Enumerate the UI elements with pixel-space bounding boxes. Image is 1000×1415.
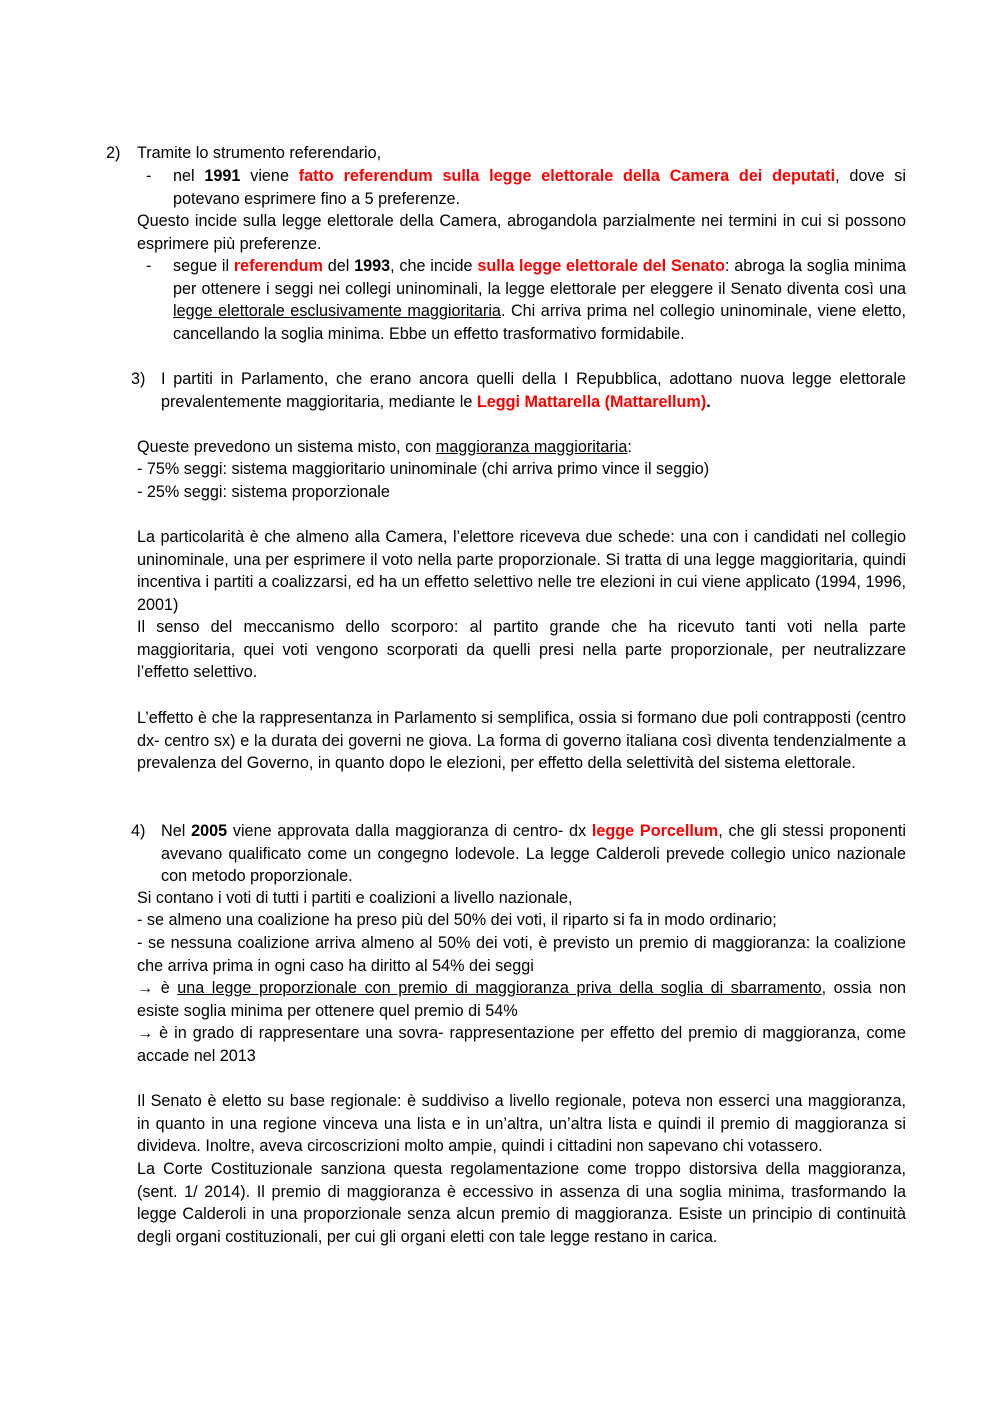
item3-paragraph: La particolarità è che almeno alla Camera, l’elettore riceveva due schede: una con i candidati nel collegio uninominale, una per esprimere il voto nella parte proporzionale. Si tratta di una legge maggioritaria, quindi incentiva i partiti a coalizzarsi, ed ha un effetto selettivo nelle tre elezioni in cui viene applicato (1994, 1996, 2001) <box>137 528 906 614</box>
item4-arrow-point: → è in grado di rappresentare una sovra- rappresentazione per effetto del premio di maggioranza, come accade nel 2013 <box>137 1024 906 1065</box>
item4-heading: Nel 2005 viene approvata dalla maggioranza di centro- dx legge Porcellum, che gli stessi proponenti avevano qualificato come un congegno lodevole. La legge Calderoli prevede collegio unico nazionale con metodo proporzionale. <box>161 822 906 885</box>
item3-heading: I partiti in Parlamento, che erano ancora quelli della I Repubblica, adottano nuova legge elettorale prevalentemente maggioritaria, mediante le Leggi Mattarella (Mattarellum). <box>161 370 906 411</box>
item4-line: Si contano i voti di tutti i partiti e coalizioni a livello nazionale, <box>137 889 573 907</box>
list-number: 3) <box>131 370 146 388</box>
item2-paragraph: Questo incide sulla legge elettorale della Camera, abrogandola parzialmente nei termini in cui si possono esprimere più preferenze. <box>137 212 906 253</box>
item2-intro: Tramite lo strumento referendario, <box>137 144 382 162</box>
item3-system-intro: Queste prevedono un sistema misto, con maggioranza maggioritaria: <box>137 438 632 456</box>
bullet-1993: segue il referendum del 1993, che incide sulla legge elettorale del Senato: abroga la soglia minima per ottenere i seggi nei collegi uninominali, la legge elettorale per eleggere il Senato diventa così una legge elettorale esclusivamente maggioritaria. Chi arriva prima nel collegio uninominale, viene eletto, cancellando la soglia minima. Ebbe un effetto trasformativo formidabile. <box>173 257 906 343</box>
bullet-dash: - <box>146 167 152 185</box>
bullet-dash: - <box>146 257 152 275</box>
list-number: 4) <box>131 822 146 840</box>
item4-paragraph: La Corte Costituzionale sanziona questa regolamentazione come troppo distorsiva della maggioranza, (sent. 1/ 2014). Il premio di maggioranza è eccessivo in assenza di una soglia minima, trasformando la legge Calderoli in una proporzionale senza alcun premio di maggioranza. Esiste un principio di continuità degli organi costituzionali, per cui gli organi eletti con tale legge restano in carica. <box>137 1160 906 1246</box>
list-item: - 25% seggi: sistema proporzionale <box>137 483 390 501</box>
list-number: 2) <box>106 144 121 162</box>
item4-line: - se nessuna coalizione arriva almeno al 50% dei voti, è previsto un premio di maggioranza: la coalizione che arriva prima in ogni caso ha diritto al 54% dei seggi <box>137 934 906 975</box>
item4-paragraph: Il Senato è eletto su base regionale: è suddiviso a livello regionale, poteva non esserci una maggioranza, in quanto in una regione vinceva una lista e in un’altra, un’altra lista e quindi il premio di maggioranza si divideva. Inoltre, aveva circoscrizioni molto ampie, quindi i cittadini non sapevano chi votassero. <box>137 1092 906 1155</box>
item4-arrow-point: → è una legge proporzionale con premio di maggioranza priva della soglia di sbarramento, ossia non esiste soglia minima per ottenere quel premio di 54% <box>137 979 906 1020</box>
arrow-right-icon: → <box>137 979 154 997</box>
bullet-1991: nel 1991 viene fatto referendum sulla legge elettorale della Camera dei deputati, dove si potevano esprimere fino a 5 preferenze. <box>173 167 906 208</box>
list-item: - 75% seggi: sistema maggioritario uninominale (chi arriva primo vince il seggio) <box>137 460 710 478</box>
item4-line: - se almeno una coalizione ha preso più del 50% dei voti, il riparto si fa in modo ordinario; <box>137 911 777 929</box>
item3-paragraph: L’effetto è che la rappresentanza in Parlamento si semplifica, ossia si formano due poli contrapposti (centro dx- centro sx) e la durata dei governi ne giova. La forma di governo italiana così diventa tendenzialmente a prevalenza del Governo, in quanto dopo le elezioni, per effetto della selettività del sistema elettorale. <box>137 709 906 772</box>
arrow-right-icon: → <box>137 1024 154 1042</box>
item3-paragraph: Il senso del meccanismo dello scorporo: al partito grande che ha ricevuto tanti voti nella parte maggioritaria, quei voti vengono scorporati da quelli presi nella parte proporzionale, per neutralizzare l’effetto selettivo. <box>137 618 906 681</box>
